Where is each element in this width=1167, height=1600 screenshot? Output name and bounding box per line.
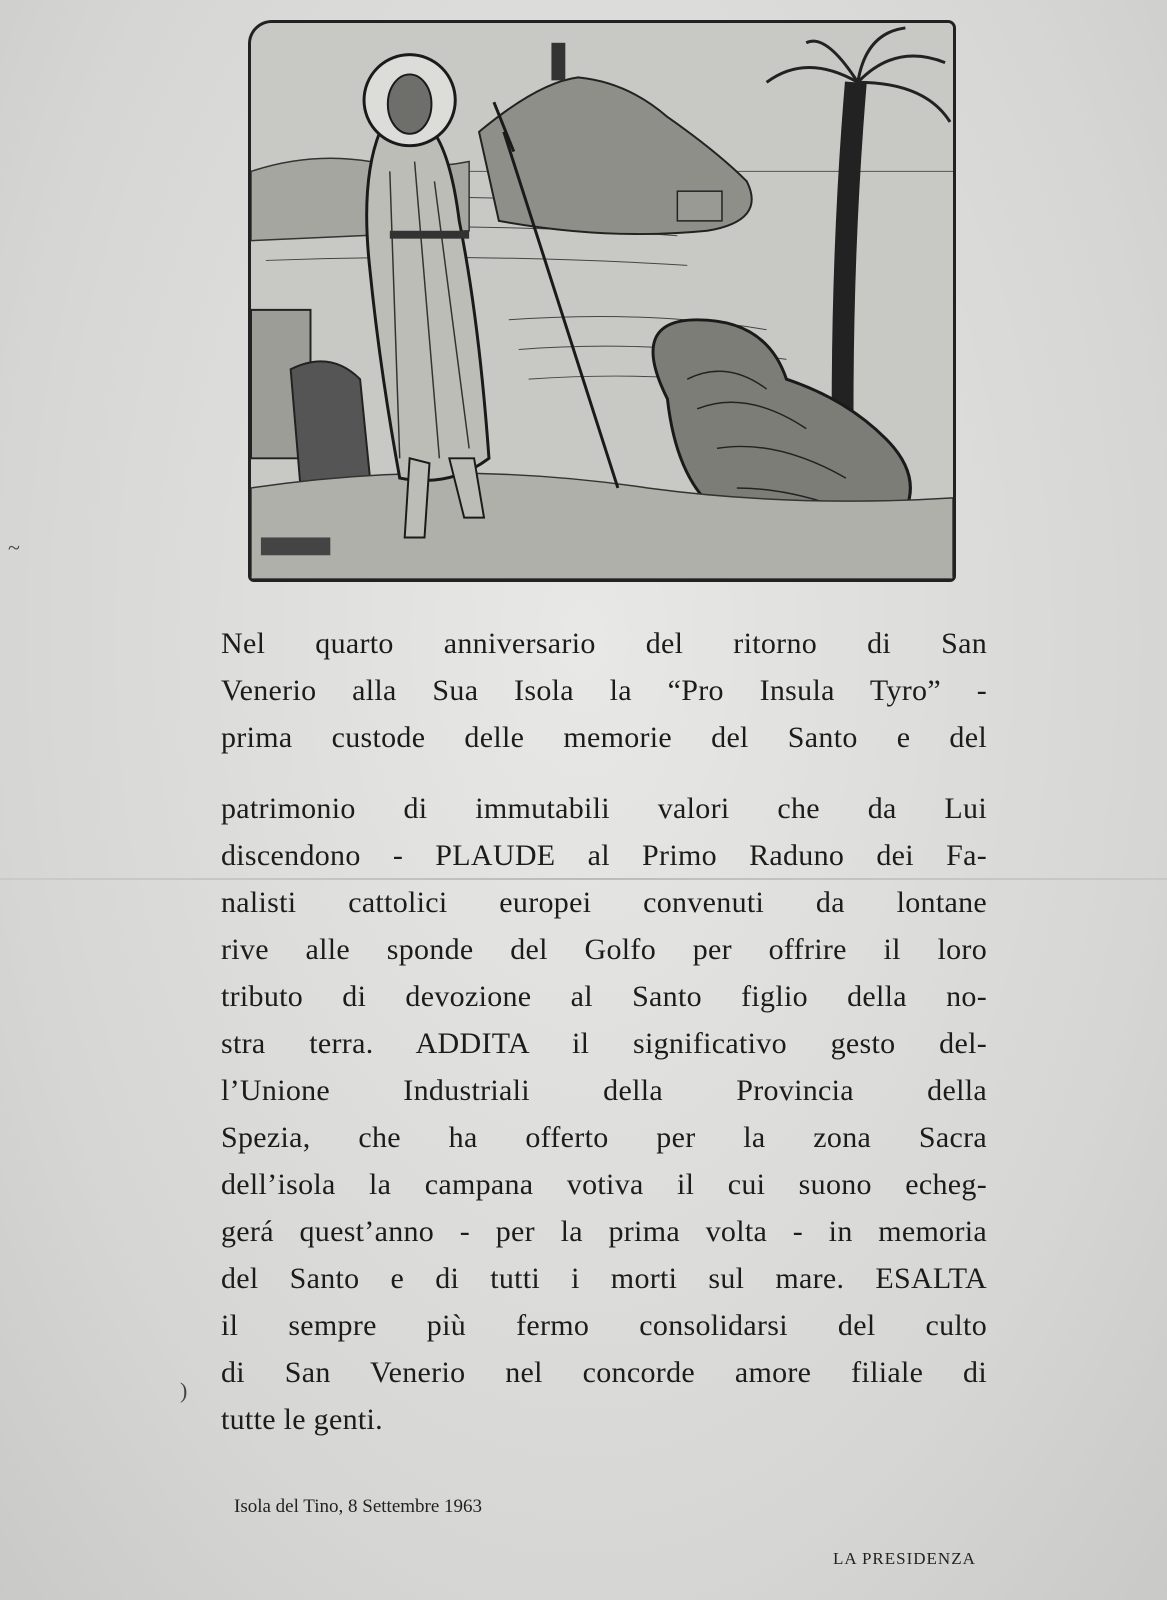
text-line: stra terra. ADDITA il significativo gesto del- xyxy=(221,1027,987,1060)
text-line: rive alle sponde del Golfo per offrire il loro xyxy=(221,933,987,966)
text-line: discendono - PLAUDE al Primo Raduno dei Fa- xyxy=(221,839,987,872)
signature: LA PRESIDENZA xyxy=(833,1549,976,1568)
text-line: Nel quarto anniversario del ritorno di San xyxy=(221,627,987,660)
text-line: di San Venerio nel concorde amore filiale di xyxy=(221,1356,987,1389)
paper-fold-line xyxy=(0,878,1167,880)
dateline: Isola del Tino, 8 Settembre 1963 xyxy=(234,1496,483,1517)
saint-illustration-icon xyxy=(251,23,953,579)
text-line: il sempre più fermo consolidarsi del culto xyxy=(221,1309,987,1342)
text-line: dell’isola la campana votiva il cui suono echeg- xyxy=(221,1168,987,1201)
woodcut-illustration xyxy=(248,20,956,582)
text-line: gerá quest’anno - per la prima volta - in memoria xyxy=(221,1215,987,1248)
text-line: nalisti cattolici europei convenuti da lontane xyxy=(221,886,987,919)
text-line: l’Unione Industriali della Provincia della xyxy=(221,1074,987,1107)
text-line: tutte le genti. xyxy=(221,1403,383,1436)
text-line: Spezia, che ha offerto per la zona Sacra xyxy=(221,1121,987,1154)
text-line: Venerio alla Sua Isola la “Pro Insula Tyro” - xyxy=(221,674,987,707)
text-line: tributo di devozione al Santo figlio della no- xyxy=(221,980,987,1013)
proclamation-text xyxy=(221,620,987,1443)
text-line: patrimonio di immutabili valori che da Lui xyxy=(221,792,987,825)
text-line: del Santo e di tutti i morti sul mare. ESALTA xyxy=(221,1262,987,1295)
margin-mark: ~ xyxy=(8,535,20,560)
text-line: prima custode delle memorie del Santo e del xyxy=(221,721,987,754)
margin-mark: ) xyxy=(180,1378,188,1403)
